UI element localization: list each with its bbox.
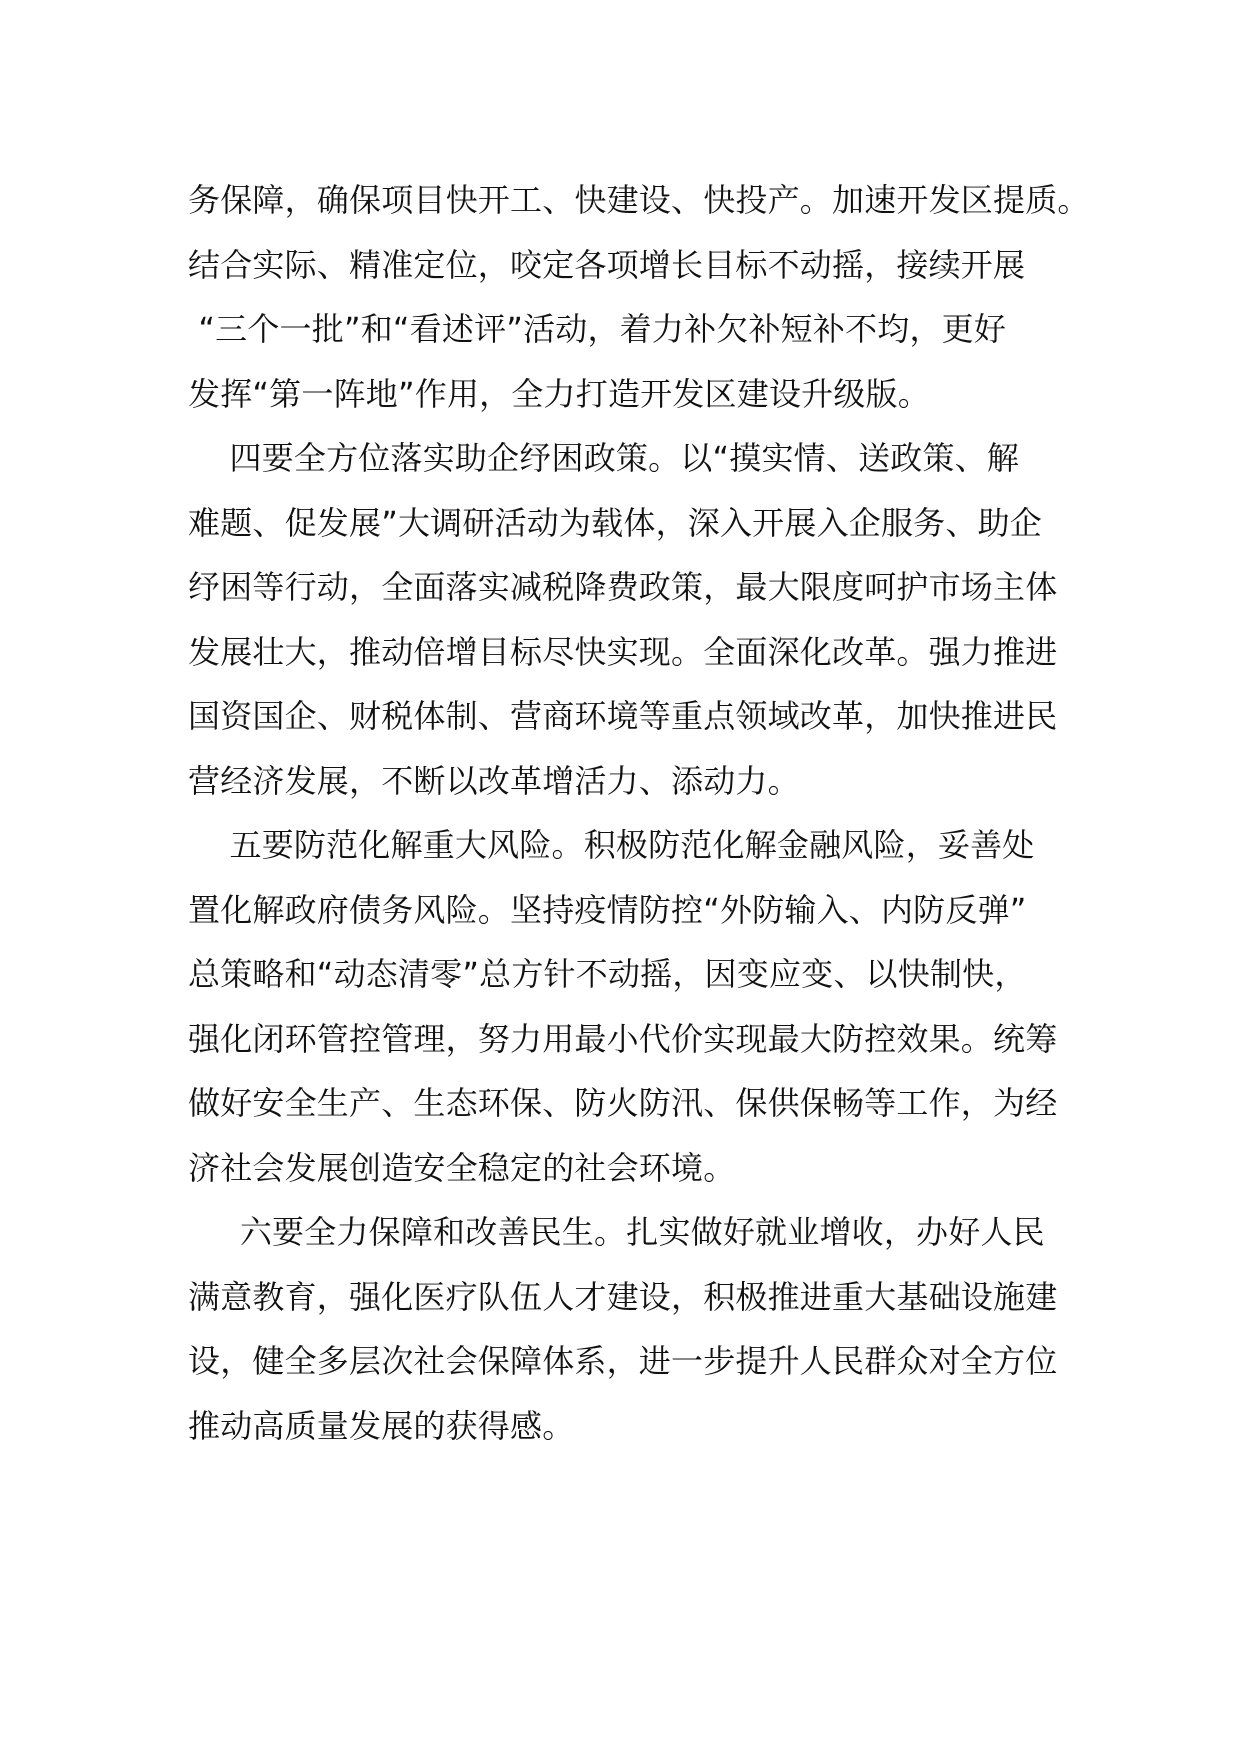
text-line: 置化解政府债务风险。坚持疫情防控“外防输入、内防反弹” bbox=[188, 890, 1027, 929]
paragraph-start-line: 六要全力保障和改善民生。扎实做好就业增收，办好人民 bbox=[188, 1213, 1045, 1251]
paragraph-start-line: 四要全方位落实助企纾困政策。以“摸实情、送政策、解 bbox=[188, 439, 1020, 477]
text-line: 强化闭环管控管理，努力用最小代价实现最大防控效果。统筹 bbox=[188, 1019, 1058, 1058]
text-line: 推动高质量发展的获得感。 bbox=[188, 1406, 575, 1445]
text-line: 纾困等行动，全面落实减税降费政策，最大限度呵护市场主体 bbox=[188, 568, 1058, 606]
text-line: “三个一批”和“看述评”活动，着力补欠补短补不均，更好 bbox=[188, 310, 1007, 348]
text-line: 结合实际、精准定位，咬定各项增长目标不动摇，接续开展 bbox=[188, 245, 1026, 284]
paragraph-start-line: 五要防范化解重大风险。积极防范化解金融风险，妥善处 bbox=[188, 826, 1035, 864]
body-text bbox=[188, 168, 1090, 1458]
text-line: 设，健全多层次社会保障体系，进一步提升人民群众对全方位 bbox=[188, 1342, 1058, 1380]
text-line: 发展壮大，推动倍增目标尽快实现。全面深化改革。强力推进 bbox=[188, 632, 1058, 671]
text-line: 发挥“第一阵地”作用，全力打造开发区建设升级版。 bbox=[188, 374, 930, 413]
text-line: 总策略和“动态清零”总方针不动摇，因变应变、以快制快， bbox=[188, 955, 1027, 993]
text-line: 国资国企、财税体制、营商环境等重点领域改革，加快推进民 bbox=[188, 697, 1058, 735]
text-line: 做好安全生产、生态环保、防火防汛、保供保畅等工作，为经 bbox=[188, 1084, 1058, 1122]
text-line: 满意教育，强化医疗队伍人才建设，积极推进重大基础设施建 bbox=[188, 1277, 1058, 1316]
text-line: 营经济发展，不断以改革增活力、添动力。 bbox=[188, 761, 800, 800]
text-line: 务保障，确保项目快开工、快建设、快投产。加速开发区提质。 bbox=[188, 181, 1090, 219]
text-line: 济社会发展创造安全稳定的社会环境。 bbox=[188, 1148, 736, 1187]
text-line: 难题、促发展”大调研活动为载体，深入开展入企服务、助企 bbox=[188, 503, 1042, 542]
